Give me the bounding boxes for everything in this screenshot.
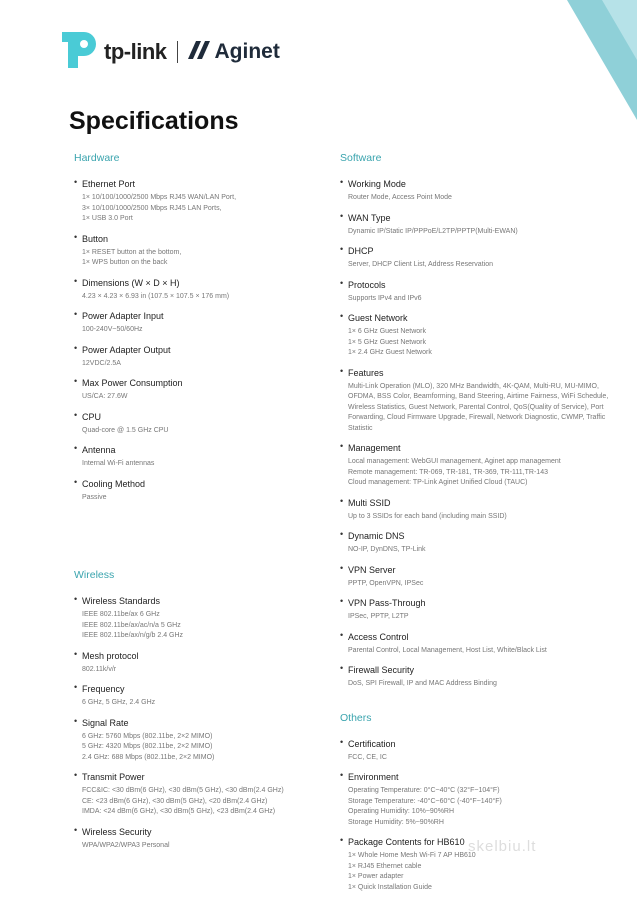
spec-name: • Package Contents for HB610 (348, 837, 465, 847)
spec-value: 802.11k/v/r (82, 665, 117, 673)
spec-item (340, 312, 615, 359)
spec-value: PPTP, OpenVPN, IPSec (348, 579, 424, 587)
page-title: Specifications (69, 107, 239, 135)
spec-name: • Protocols (348, 279, 386, 290)
spec-name: • Wireless Standards (82, 596, 161, 606)
spec-value: Dynamic IP/Static IP/PPPoE/L2TP/PPTP(Multi-EWAN) (348, 227, 518, 235)
spec-name: • Guest Network (348, 313, 408, 323)
spec-name: • Power Adapter Output (82, 344, 171, 355)
spec-item (340, 530, 615, 556)
spec-item (74, 233, 350, 269)
spec-value: Parental Control, Local Management, Host List, White/Black List (348, 646, 547, 654)
spec-item (340, 597, 615, 623)
spec-value: US/CA: 27.6W (82, 393, 128, 400)
hardware-list (74, 178, 350, 503)
spec-name: • CPU (82, 411, 102, 422)
spec-value: FCC, CE, IC (348, 753, 387, 761)
watermark: skelbiu.lt (468, 838, 537, 855)
spec-name: • VPN Server (348, 564, 396, 575)
software-heading: Software (340, 152, 382, 164)
spec-item (340, 245, 615, 271)
spec-value: 1× Whole Home Mesh Wi-Fi 7 AP HB610 1× RJ45 Ethernet cable 1× Power adapter 1× Quick Installation Guide (348, 852, 476, 891)
spec-item (74, 771, 350, 818)
spec-item (340, 442, 615, 489)
hardware-heading: Hardware (74, 152, 120, 164)
spec-name: • Cooling Method (82, 478, 146, 489)
spec-item (74, 478, 350, 504)
spec-item (340, 212, 615, 238)
brand-divider (177, 41, 178, 63)
others-heading: Others (340, 711, 372, 724)
spec-value: Multi-Link Operation (MLO), 320 MHz Bandwidth, 4K-QAM, Multi-RU, MU-MIMO, OFDMA, BSS Color, Beamforming, Band Steering, Airtime Fairness, WiFi Schedule, Wireless Statistics, Guest Network, Parental Control, QoS(Quality of Service), Port Forwarding, Cloud Firmware Upgrade, Firewall, Network Diagnostic, CWMP, Traffic Statistic (348, 382, 609, 432)
spec-value: 1× RESET button at the bottom, 1× WPS button on the back (82, 248, 182, 266)
spec-item (74, 595, 350, 642)
spec-item (340, 497, 615, 523)
spec-item (340, 631, 615, 657)
spec-value: 4.23 × 4.23 × 6.93 in (107.5 × 107.5 × 176 mm) (82, 292, 230, 300)
spec-name: • VPN Pass-Through (348, 598, 426, 608)
spec-name: • Frequency (82, 684, 125, 694)
spec-item (74, 344, 350, 370)
aginet-logo-icon (188, 41, 212, 64)
spec-item (340, 367, 615, 435)
spec-value: IEEE 802.11be/ax 6 GHz IEEE 802.11be/ax/ac/n/a 5 GHz IEEE 802.11be/ax/n/g/b 2.4 GHz (82, 611, 184, 639)
spec-item (74, 178, 350, 225)
spec-name: • Transmit Power (82, 772, 145, 782)
wireless-list (74, 595, 350, 851)
aginet-wordmark: Aginet (214, 40, 280, 63)
spec-value: DoS, SPI Firewall, IP and MAC Address Binding (348, 680, 497, 687)
spec-item (340, 564, 615, 590)
spec-name: • WAN Type (348, 212, 391, 223)
spec-value: Quad-core @ 1.5 GHz CPU (82, 426, 169, 434)
spec-name: • Signal Rate (82, 717, 129, 728)
spec-value: 12VDC/2.5A (82, 359, 121, 367)
spec-item (74, 826, 350, 852)
spec-item (340, 279, 615, 305)
spec-value: Up to 3 SSIDs for each band (including main SSID) (348, 512, 507, 520)
spec-item (340, 178, 615, 204)
spec-value: 1× 6 GHz Guest Network 1× 5 GHz Guest Network 1× 2.4 GHz Guest Network (348, 328, 432, 356)
spec-item (74, 650, 350, 676)
spec-name: • Features (348, 367, 384, 378)
spec-item (340, 771, 615, 828)
spec-value: 6 GHz: 5760 Mbps (802.11be, 2×2 MIMO) 5 GHz: 4320 Mbps (802.11be, 2×2 MIMO) 2.4 GHz: 688 Mbps (802.11be, 2×2 MIMO) (82, 732, 215, 761)
spec-name: • Mesh protocol (82, 650, 139, 661)
spec-value: FCC&IC: <30 dBm(6 GHz), <30 dBm(5 GHz), <30 dBm(2.4 GHz) CE: <23 dBm(6 GHz), <30 dBm(5 GHz), <20 dBm(2.4 GHz) IMDA: <24 dBm(6 GHz), <30 dBm(5 GHz), <23 dBm(2.4 GHz) (82, 787, 284, 815)
spec-item (74, 377, 350, 403)
left-column (74, 152, 350, 859)
spec-value: Local management: WebGUI management, Aginet app management Remote management: TR-069, TR-181, TR-369, TR-111,TR-143 Cloud management: TP-Link Aginet Unified Cloud (TAUC) (348, 458, 561, 486)
spec-name: • Power Adapter Input (82, 311, 164, 321)
spec-name: • Button (82, 233, 109, 244)
right-column (340, 152, 615, 901)
wireless-heading: Wireless (74, 569, 115, 581)
spec-value: Router Mode, Access Point Mode (348, 194, 452, 201)
spec-name: • Wireless Security (82, 826, 152, 837)
spec-value: Operating Temperature: 0°C~40°C (32°F~104°F) Storage Temperature: -40°C~60°C (-40°F~140°F) Operating Humidity: 10%~90%RH Storage Humidity: 5%~90%RH (348, 787, 502, 826)
spec-name: • Multi SSID (348, 497, 391, 508)
brand-header (58, 27, 280, 77)
spec-value: 1× 10/100/1000/2500 Mbps RJ45 WAN/LAN Port, 3× 10/100/1000/2500 Mbps RJ45 LAN Ports, 1× USB 3.0 Port (82, 194, 237, 222)
spec-value: NO-IP, DynDNS, TP-Link (348, 546, 426, 553)
spec-name: • Working Mode (348, 179, 406, 189)
spec-name: • Firewall Security (348, 665, 415, 675)
tplink-wordmark: tp-link (104, 39, 167, 64)
spec-item (340, 664, 615, 690)
spec-item (74, 444, 350, 470)
spec-value: Internal Wi-Fi antennas (82, 460, 155, 467)
spec-name: • DHCP (348, 246, 374, 256)
spec-name: • Max Power Consumption (82, 378, 183, 388)
spec-item (340, 738, 615, 764)
tplink-logo-icon (58, 28, 100, 77)
others-list (340, 738, 615, 894)
spec-name: • Dynamic DNS (348, 531, 405, 541)
spec-value: 6 GHz, 5 GHz, 2.4 GHz (82, 699, 156, 706)
software-list (340, 178, 615, 690)
corner-decoration (527, 0, 637, 120)
spec-value: WPA/WPA2/WPA3 Personal (82, 841, 170, 849)
spec-item (74, 277, 350, 303)
spec-name: • Management (348, 443, 401, 453)
spec-value: 100-240V~50/60Hz (82, 326, 143, 333)
spec-item (74, 411, 350, 437)
spec-name: • Environment (348, 772, 399, 782)
spec-name: • Ethernet Port (82, 179, 136, 189)
spec-item (74, 310, 350, 336)
spec-value: Passive (82, 493, 107, 501)
spec-name: • Certification (348, 738, 396, 749)
spec-name: • Antenna (82, 445, 116, 455)
spec-item (74, 683, 350, 709)
spec-value: Supports IPv4 and IPv6 (348, 294, 422, 302)
spec-value: Server, DHCP Client List, Address Reservation (348, 261, 493, 268)
spec-item (74, 717, 350, 764)
spec-name: • Access Control (348, 631, 409, 642)
spec-name: • Dimensions (W × D × H) (82, 277, 180, 288)
spec-value: IPSec, PPTP, L2TP (348, 613, 409, 620)
